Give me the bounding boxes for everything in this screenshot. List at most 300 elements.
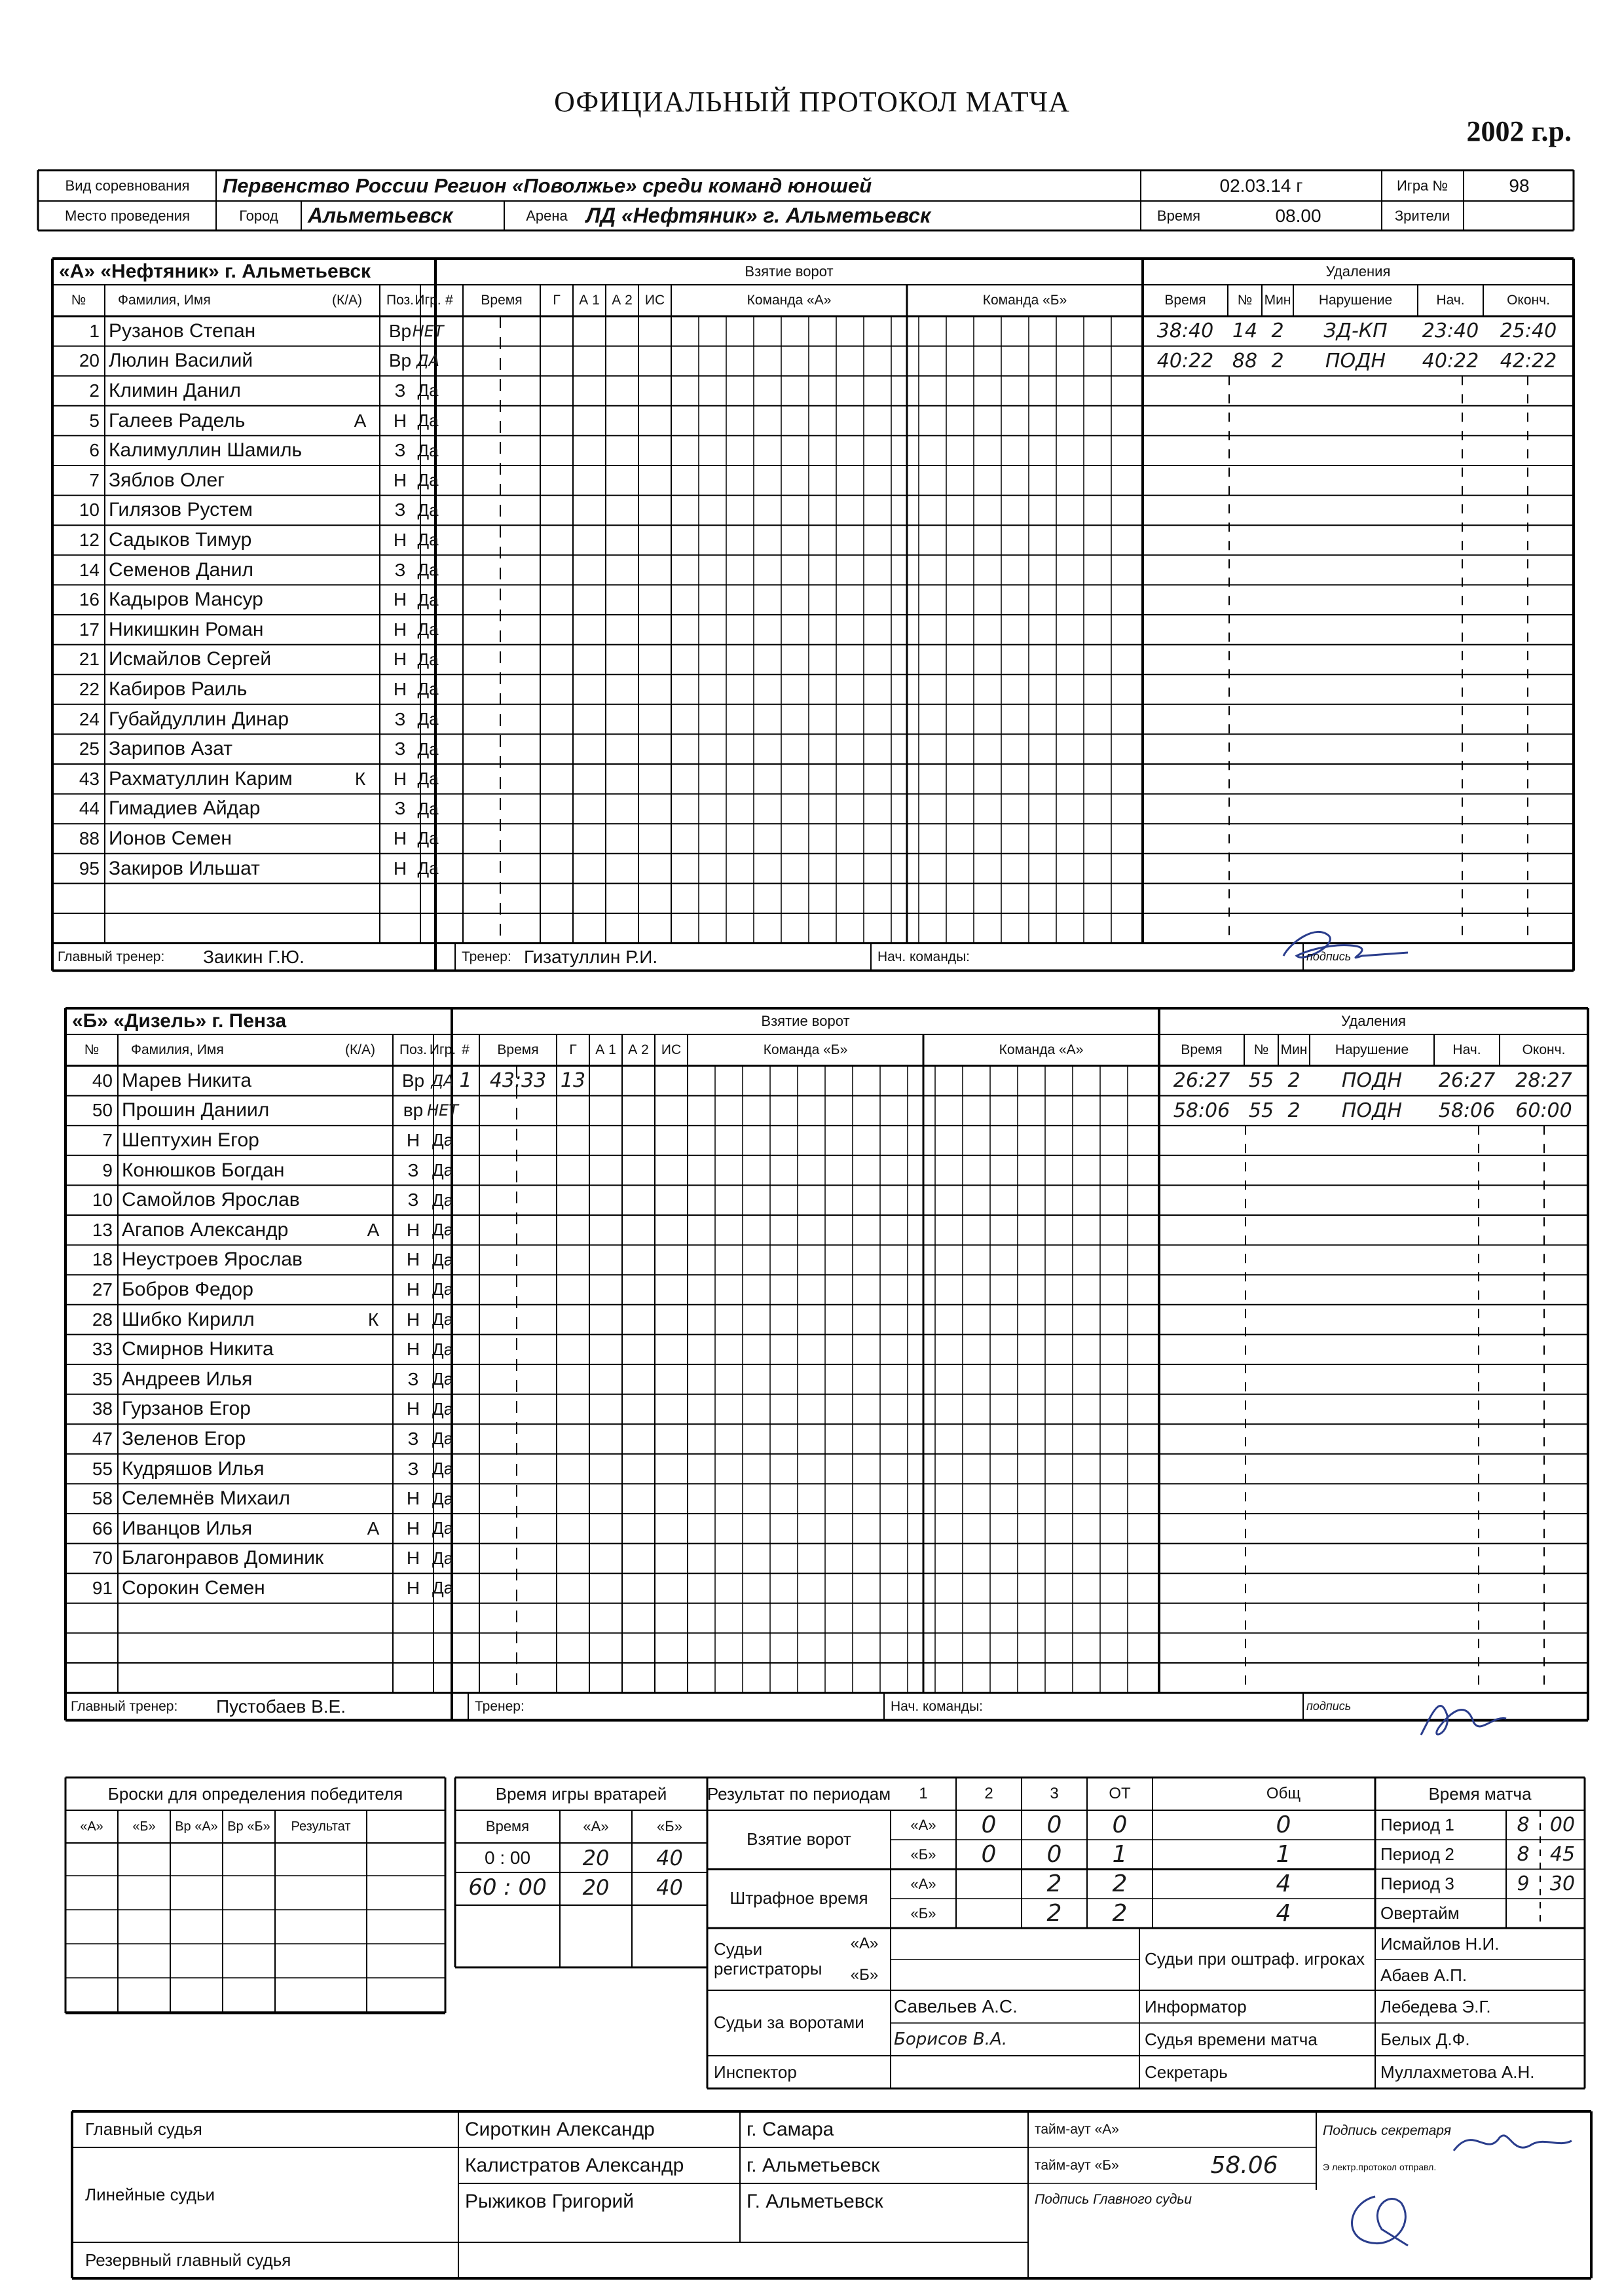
player-position: Вр: [388, 320, 412, 341]
period-duration-min: 9: [1517, 1872, 1530, 1895]
player-name: Самойлов Ярослав: [122, 1189, 300, 1211]
player-ka: [341, 734, 380, 764]
trainer-label: Тренер:: [475, 1698, 525, 1714]
col-name: Фамилия, Имя: [131, 1042, 224, 1057]
place-label: Место проведения: [65, 207, 190, 224]
penalties-title: Удаления: [1341, 1013, 1406, 1029]
col-a1: А 1: [595, 1042, 616, 1057]
player-ka: [354, 1454, 393, 1484]
player-position: Н: [393, 529, 407, 550]
player-name: Андреев Илья: [122, 1368, 253, 1390]
player-played: Да: [417, 500, 439, 520]
player-position: Н: [406, 1518, 420, 1539]
penalty-infraction: ПОДН: [1341, 1099, 1403, 1122]
shootout-col: «А»: [80, 1819, 103, 1834]
player-played: Да: [417, 560, 439, 580]
goal-judge-1: Савельев А.С.: [894, 1996, 1018, 2016]
player-name: Закиров Ильшат: [109, 857, 260, 879]
penalty-start: 23:40: [1422, 319, 1479, 343]
player-ka: [341, 824, 380, 854]
player-name: Семенов Данил: [109, 558, 254, 581]
player-name: Зяблов Олег: [109, 469, 225, 491]
player-number: 24: [79, 708, 100, 729]
col-pen-time: Время: [1164, 293, 1206, 308]
player-position: Н: [393, 469, 407, 490]
player-ka: [354, 1544, 393, 1574]
player-name: Прошин Даниил: [122, 1099, 270, 1121]
player-number: 33: [92, 1339, 113, 1360]
player-number: 43: [79, 768, 100, 789]
player-name: Шибко Кирилл: [122, 1308, 255, 1330]
col-no: №: [71, 293, 86, 308]
linesman-1-city: г. Альметьевск: [747, 2154, 880, 2176]
player-position: Н: [393, 768, 407, 789]
penalty-player-no: 55: [1248, 1069, 1274, 1093]
col-no: №: [84, 1042, 100, 1057]
goalie-col-time: Время: [485, 1818, 530, 1834]
player-played: Да: [432, 1339, 454, 1359]
player-ka: [341, 615, 380, 645]
match-time-title: Время матча: [1428, 1783, 1532, 1804]
player-ka: [341, 854, 380, 884]
arena-label: Арена: [526, 207, 568, 224]
reserve-referee-label: Резервный главный судья: [85, 2250, 291, 2270]
player-name: Исмайлов Сергей: [109, 648, 272, 670]
reg-a: «А»: [850, 1935, 879, 1952]
player-number: 55: [92, 1458, 113, 1479]
period-col: 2: [984, 1785, 993, 1802]
penalty-end: 60:00: [1515, 1099, 1572, 1122]
player-number: 10: [92, 1190, 113, 1211]
period-value: [956, 1899, 1022, 1928]
col-ka: (К/А): [331, 293, 363, 308]
col-pen-min: Мин: [1264, 293, 1291, 308]
period-value: 4: [1276, 1870, 1291, 1897]
shootout-title: Броски для определения победителя: [107, 1783, 403, 1804]
player-ka: [354, 1125, 393, 1156]
penalty-time: 26:27: [1173, 1069, 1230, 1093]
player-position: З: [394, 798, 406, 819]
player-name: Благонравов Доминик: [122, 1547, 324, 1569]
goals-title: Взятие ворот: [745, 263, 834, 280]
player-name: Рузанов Степан: [109, 319, 256, 342]
player-position: Н: [406, 1577, 420, 1598]
player-ka: [354, 1245, 393, 1275]
period-value: 1: [1276, 1841, 1291, 1868]
player-number: 10: [79, 500, 100, 520]
col-pen-start: Нач.: [1436, 293, 1465, 308]
col-pen-infraction: Нарушение: [1318, 293, 1393, 308]
goalie-b: 40: [656, 1874, 683, 1900]
player-played: Да: [417, 679, 439, 699]
col-is: ИС: [644, 293, 665, 308]
document-title: ОФИЦИАЛЬНЫЙ ПРОТОКОЛ МАТЧА: [554, 86, 1070, 118]
player-number: 1: [89, 320, 100, 341]
period-col: 3: [1050, 1785, 1059, 1802]
period-value: [1153, 1899, 1218, 1928]
timekeeper: Белых Д.Ф.: [1380, 2029, 1470, 2049]
team-chief-label: Нач. команды:: [877, 949, 970, 964]
game-number: 98: [1509, 175, 1530, 196]
col-g: Г: [553, 293, 561, 308]
team-marker: «А»: [910, 1816, 936, 1833]
player-played: Да: [432, 1160, 454, 1180]
player-played: Да: [417, 619, 439, 640]
player-position: Н: [406, 1309, 420, 1330]
team-marker: «Б»: [910, 1904, 936, 1922]
period-value: [1153, 1869, 1218, 1899]
player-position: Н: [406, 1279, 420, 1300]
player-ka: [354, 1334, 393, 1364]
player-ka: [341, 376, 380, 406]
player-number: 25: [79, 738, 100, 759]
player-position: Вр: [388, 350, 412, 371]
player-name: Садыков Тимур: [109, 528, 252, 551]
player-name: Зарипов Азат: [109, 738, 232, 760]
col-hash: #: [445, 293, 453, 308]
player-played: Да: [417, 769, 439, 789]
player-position: Н: [393, 619, 407, 640]
player-position: З: [407, 1428, 419, 1449]
col-pen-start: Нач.: [1452, 1042, 1481, 1057]
player-number: 47: [92, 1428, 113, 1449]
player-position: З: [394, 738, 406, 759]
period-value: 1: [1112, 1841, 1128, 1868]
period-value: 0: [981, 1812, 997, 1838]
penalty-minutes: 2: [1287, 1069, 1301, 1093]
player-ka: [341, 555, 380, 585]
penalty-minutes: 2: [1271, 349, 1284, 373]
player-name: Рахматуллин Карим: [109, 767, 293, 790]
col-a1: А 1: [579, 293, 600, 308]
player-name: Бобров Федор: [122, 1278, 253, 1300]
goalie-b: 40: [656, 1845, 683, 1870]
col-pos: Поз.: [386, 293, 414, 308]
col-ka: (К/А): [344, 1042, 376, 1057]
player-name: Калимуллин Шамиль: [109, 439, 303, 462]
player-played: Да: [417, 470, 439, 490]
player-position: З: [394, 559, 406, 580]
period-label: Период 2: [1380, 1844, 1454, 1864]
penalty-box-judge-2: Абаев А.П.: [1380, 1965, 1467, 1985]
player-played: Да: [432, 1309, 454, 1330]
player-played: ДА: [431, 1071, 454, 1090]
player-ka: [354, 1275, 393, 1305]
player-name: Климин Данил: [109, 379, 241, 401]
player-name: Ионов Семен: [109, 827, 232, 849]
player-ka: [354, 1066, 393, 1096]
col-pen-no: №: [1237, 293, 1253, 308]
arena: ЛД «Нефтяник» г. Альметьевск: [586, 204, 931, 227]
player-ka: [341, 645, 380, 675]
player-name: Кабиров Раиль: [109, 678, 248, 700]
head-coach-label: Главный тренер:: [58, 949, 165, 964]
city-label: Город: [239, 207, 278, 224]
shootout-col: Вр «Б»: [227, 1819, 270, 1834]
player-position: Н: [406, 1339, 420, 1360]
player-played: Да: [432, 1130, 454, 1150]
penalty-infraction: ПОДН: [1341, 1069, 1403, 1093]
player-number: 70: [92, 1548, 113, 1569]
goalie-time: 0 : 00: [484, 1847, 531, 1868]
player-played: Да: [417, 530, 439, 550]
col-is: ИС: [661, 1042, 682, 1057]
competition-name: Первенство России Регион «Поволжье» среди команд юношей: [223, 174, 872, 197]
player-name: Гилязов Рустем: [109, 499, 253, 521]
player-name: Гимадиев Айдар: [109, 797, 261, 820]
period-value: 2: [1046, 1900, 1062, 1927]
period-col: ОТ: [1109, 1785, 1131, 1802]
player-position: З: [407, 1368, 419, 1389]
player-ka: [341, 525, 380, 555]
team-marker: «Б»: [910, 1846, 936, 1863]
informer: Лебедева Э.Г.: [1380, 1996, 1491, 2016]
player-played: Да: [417, 440, 439, 460]
col-team-first: Команда «А»: [747, 293, 832, 308]
period-value: 0: [1046, 1812, 1062, 1838]
penalty-minutes: 2: [1287, 1099, 1301, 1122]
player-position: З: [394, 380, 406, 401]
player-played: НЕТ: [412, 321, 444, 340]
player-ka: [354, 1424, 393, 1454]
period-col: Общ: [1266, 1785, 1301, 1802]
chief-referee: Сироткин Александр: [465, 2118, 655, 2140]
player-position: Н: [406, 1129, 420, 1150]
player-ka: [341, 316, 380, 346]
player-played: Да: [432, 1548, 454, 1568]
player-number: 88: [79, 828, 100, 848]
player-number: 12: [79, 529, 100, 550]
player-name: Гурзанов Егор: [122, 1398, 251, 1420]
player-number: 17: [79, 619, 100, 640]
goalie-a: 20: [582, 1845, 610, 1870]
penalty-time: 38:40: [1156, 319, 1214, 343]
col-pen-no: №: [1253, 1042, 1269, 1057]
player-number: 95: [79, 858, 100, 879]
player-number: 44: [79, 798, 100, 819]
goalie-time: 60 : 00: [468, 1874, 547, 1901]
player-number: 28: [92, 1309, 113, 1330]
team-chief-label: Нач. команды:: [891, 1698, 983, 1714]
player-number: 20: [79, 350, 100, 371]
period-value: 0: [1276, 1812, 1291, 1838]
penalty-minutes: 2: [1271, 319, 1284, 343]
player-position: З: [394, 708, 406, 729]
player-played: Да: [417, 649, 439, 669]
player-ka: К: [367, 1309, 379, 1330]
player-name: Губайдуллин Динар: [109, 708, 289, 730]
player-position: Н: [406, 1488, 420, 1509]
player-position: Н: [406, 1398, 420, 1419]
player-position: Н: [393, 410, 407, 431]
col-played: Игр.: [429, 1042, 456, 1057]
player-name: Неустроев Ярослав: [122, 1248, 303, 1271]
col-time: Время: [481, 293, 523, 308]
player-number: 9: [102, 1159, 113, 1180]
timeout-a-label: тайм-аут «А»: [1035, 2121, 1119, 2137]
start-time: 08.00: [1275, 205, 1321, 226]
penalty-box-label: Судьи при оштраф. игроках: [1145, 1948, 1365, 1969]
penalty-start: 40:22: [1422, 349, 1479, 373]
player-played: Да: [432, 1279, 454, 1300]
player-name: Марев Никита: [122, 1069, 252, 1091]
goal-judges-label: Судьи за воротами: [714, 2013, 864, 2033]
player-position: Н: [393, 858, 407, 879]
pim-label: Штрафное время: [729, 1888, 868, 1908]
period-value: 2: [1112, 1900, 1128, 1927]
timeout-b: 58.06: [1210, 2152, 1278, 2179]
col-played: Игр.: [415, 293, 441, 308]
player-position: З: [407, 1190, 419, 1211]
birth-year: 2002 г.р.: [1466, 115, 1572, 147]
player-position: Н: [393, 678, 407, 699]
match-date: 02.03.14 г: [1219, 175, 1303, 196]
period-duration-min: [1506, 1899, 1540, 1928]
chief-referee-label: Главный судья: [85, 2119, 202, 2139]
period-duration-sec: 00: [1549, 1813, 1576, 1836]
col-name: Фамилия, Имя: [118, 293, 211, 308]
player-ka: [341, 794, 380, 824]
player-ka: [354, 1394, 393, 1425]
player-number: 18: [92, 1249, 113, 1270]
penalty-end: 28:27: [1515, 1069, 1572, 1093]
player-ka: А: [367, 1219, 380, 1240]
player-ka: К: [354, 768, 366, 789]
trainer: Гизатуллин Р.И.: [524, 946, 658, 967]
goalie-col-a: «А»: [583, 1818, 609, 1834]
player-position: З: [394, 440, 406, 461]
player-number: 40: [92, 1070, 113, 1091]
reg-b: «Б»: [850, 1966, 879, 1984]
shootout-col: Вр «А»: [175, 1819, 218, 1834]
linesman-2: Рыжиков Григорий: [465, 2190, 634, 2212]
secretary-label: Секретарь: [1145, 2062, 1228, 2082]
player-played: Да: [432, 1249, 454, 1269]
player-played: Да: [432, 1488, 454, 1508]
chief-sign-label: Подпись Главного судьи: [1035, 2192, 1192, 2207]
period-value: 0: [1046, 1841, 1062, 1868]
col-a2: А 2: [612, 293, 633, 308]
col-team-second: Команда «А»: [999, 1042, 1084, 1057]
reg-judges-label: Судьи регистраторы: [714, 1939, 822, 1978]
head-coach: Заикин Г.Ю.: [203, 946, 304, 967]
player-number: 13: [92, 1219, 113, 1240]
goal-scorer: 13: [560, 1069, 586, 1093]
team_b-title: «Б» «Дизель» г. Пенза: [72, 1010, 287, 1032]
city: Альметьевск: [308, 204, 453, 227]
player-name: Кудряшов Илья: [122, 1457, 265, 1480]
period-col: 1: [919, 1785, 928, 1802]
player-number: 35: [92, 1368, 113, 1389]
player-played: Да: [432, 1578, 454, 1598]
goal-time: 43:33: [489, 1069, 547, 1093]
player-position: Н: [406, 1249, 420, 1270]
goalie-a: 20: [582, 1874, 610, 1900]
player-number: 91: [92, 1577, 113, 1598]
goalie-time-title: Время игры вратарей: [495, 1783, 667, 1804]
period-value: 0: [1112, 1812, 1128, 1838]
timeout-b-label: тайм-аут «Б»: [1035, 2157, 1119, 2173]
penalty-infraction: ЗД-КП: [1323, 319, 1388, 343]
col-pen-infraction: Нарушение: [1335, 1042, 1409, 1057]
col-a2: А 2: [628, 1042, 649, 1057]
penalty-start: 26:27: [1438, 1069, 1496, 1093]
player-name: Иванцов Илья: [122, 1517, 253, 1539]
player-ka: А: [354, 410, 367, 431]
player-played: Да: [432, 1220, 454, 1240]
shootout-col: «Б»: [132, 1819, 156, 1834]
linesman-1: Калистратов Александр: [465, 2154, 684, 2176]
player-ka: [354, 1484, 393, 1514]
col-pen-min: Мин: [1280, 1042, 1308, 1057]
goal-number: 1: [459, 1069, 472, 1093]
player-position: Н: [393, 589, 407, 610]
player-name: Люлин Василий: [109, 350, 253, 372]
col-g: Г: [569, 1042, 577, 1057]
player-number: 50: [92, 1100, 113, 1121]
player-played: Да: [417, 380, 439, 401]
col-pen-end: Оконч.: [1507, 293, 1550, 308]
player-ka: [341, 435, 380, 465]
player-played: Да: [417, 828, 439, 848]
goals-label: Взятие ворот: [747, 1829, 851, 1850]
player-ka: [354, 1096, 393, 1126]
player-position: вр: [403, 1100, 424, 1121]
penalty-time: 40:22: [1156, 349, 1214, 373]
time-label: Время: [1156, 207, 1201, 224]
period-duration-min: 8: [1517, 1813, 1530, 1836]
player-number: 7: [89, 469, 100, 490]
player-name: Селемнёв Михаил: [122, 1487, 291, 1510]
col-time: Время: [497, 1042, 539, 1057]
player-ka: [341, 496, 380, 526]
col-pen-end: Оконч.: [1522, 1042, 1566, 1057]
informer-label: Информатор: [1145, 1996, 1247, 2016]
signature-label: подпись: [1306, 1700, 1352, 1713]
player-ka: [341, 704, 380, 735]
period-duration-min: 8: [1517, 1843, 1530, 1866]
player-name: Никишкин Роман: [109, 618, 264, 640]
eprotocol-label: Э лектр.протокол отправл.: [1323, 2161, 1437, 2172]
player-ka: А: [367, 1518, 380, 1539]
player-position: Н: [406, 1219, 420, 1240]
player-number: 38: [92, 1398, 113, 1419]
player-number: 7: [102, 1129, 113, 1150]
player-played: Да: [432, 1398, 454, 1419]
player-played: Да: [417, 589, 439, 610]
player-position: Н: [393, 828, 407, 848]
col-team-second: Команда «Б»: [982, 293, 1067, 308]
player-ka: [341, 585, 380, 615]
player-ka: [354, 1156, 393, 1186]
penalty-player-no: 88: [1232, 349, 1258, 373]
penalties-title: Удаления: [1325, 263, 1391, 280]
secretary: Муллахметова А.Н.: [1380, 2062, 1535, 2082]
player-number: 21: [79, 649, 100, 670]
linesman-2-city: Г. Альметьевск: [747, 2190, 883, 2212]
penalty-player-no: 55: [1248, 1099, 1274, 1122]
team_a-title: «А» «Нефтяник» г. Альметьевск: [59, 261, 371, 282]
timekeeper-label: Судья времени матча: [1145, 2029, 1318, 2049]
linesmen-label: Линейные судьи: [85, 2184, 215, 2204]
player-played: Да: [432, 1459, 454, 1479]
player-played: Да: [417, 410, 439, 431]
head-coach: Пустобаев В.Е.: [216, 1696, 346, 1717]
player-number: 22: [79, 678, 100, 699]
player-name: Агапов Александр: [122, 1218, 289, 1241]
player-number: 2: [89, 380, 100, 401]
penalty-player-no: 14: [1232, 319, 1258, 343]
